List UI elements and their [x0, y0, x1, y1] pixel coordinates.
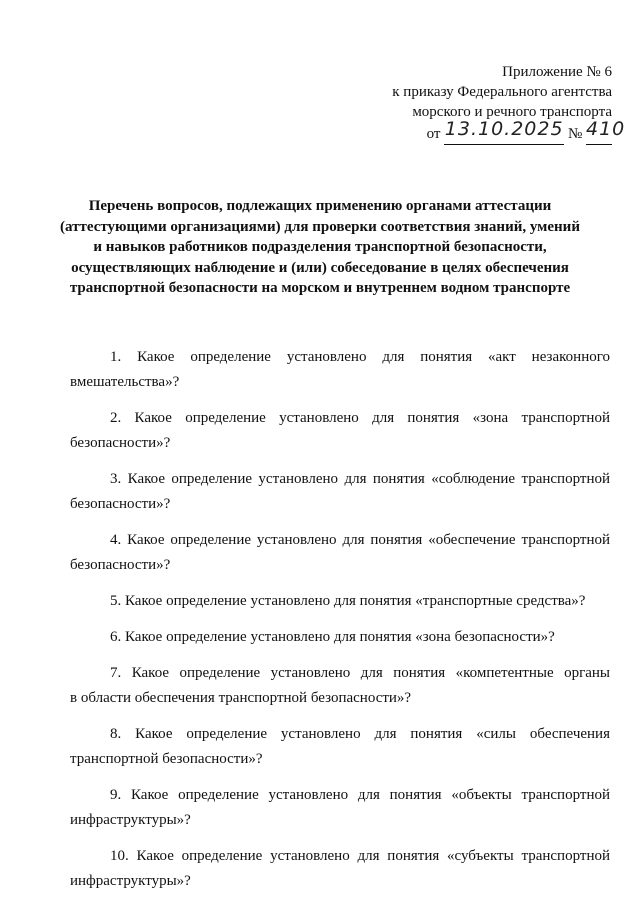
question-text-cont: транспортной безопасности»?	[70, 751, 263, 767]
date-from-label: от	[426, 126, 441, 142]
question-text: 6. Какое определение установлено для понятия «зона безопасности»?	[110, 629, 555, 645]
annex-agency: морского и речного транспорта	[412, 104, 612, 120]
question-text: 10. Какое определение установлено для понятия «субъекты транспортной	[110, 848, 610, 864]
handwritten-number: 410	[586, 118, 626, 140]
question-text-cont: в области обеспечения транспортной безопасности»?	[70, 690, 412, 706]
question-item	[70, 467, 610, 517]
question-text-cont: инфраструктуры»?	[70, 812, 191, 828]
question-item	[70, 528, 610, 578]
annex-header	[282, 62, 626, 145]
question-text-cont: безопасности»?	[70, 496, 171, 512]
question-text-cont: инфраструктуры»?	[70, 873, 191, 889]
question-text: 1. Какое определение установлено для понятия «акт незаконного	[110, 349, 610, 365]
question-item	[70, 345, 610, 395]
question-text: 8. Какое определение установлено для понятия «силы обеспечения	[110, 726, 610, 742]
question-item	[70, 406, 610, 456]
title-line: осуществляющих наблюдение и (или) собеседование в целях обеспечения	[71, 259, 569, 276]
title-line: (аттестующими организациями) для проверки соответствия знаний, умений	[60, 218, 580, 235]
question-text-cont: вмешательства»?	[70, 374, 180, 390]
question-text: 5. Какое определение установлено для понятия «транспортные средства»?	[110, 593, 586, 609]
title-line: Перечень вопросов, подлежащих применению органами аттестации	[88, 198, 552, 214]
question-text: 2. Какое определение установлено для понятия «зона транспортной	[110, 410, 610, 426]
title-line: транспортной безопасности на морском и внутреннем водном транспорте	[69, 280, 571, 296]
handwritten-date: 13.10.2025	[444, 118, 564, 140]
question-item	[70, 722, 610, 772]
question-item	[70, 783, 610, 833]
question-list	[70, 345, 610, 905]
annex-date-number-line	[282, 118, 626, 145]
question-text: 4. Какое определение установлено для понятия «обеспечение транспортной	[110, 532, 610, 548]
question-item	[70, 844, 610, 894]
annex-number: Приложение № 6	[502, 64, 612, 80]
question-text: 3. Какое определение установлено для понятия «соблюдение транспортной	[110, 471, 610, 487]
annex-order-ref: к приказу Федерального агентства	[392, 84, 612, 100]
number-label: №	[567, 126, 583, 142]
question-item	[70, 661, 610, 711]
question-text: 7. Какое определение установлено для понятия «компетентные органы	[110, 665, 610, 681]
question-text: 9. Какое определение установлено для понятия «объекты транспортной	[110, 787, 610, 803]
title-line: и навыков работников подразделения транспортной безопасности,	[93, 239, 547, 255]
number-blank	[586, 118, 626, 145]
date-blank	[444, 118, 564, 145]
question-text-cont: безопасности»?	[70, 557, 171, 573]
question-text-cont: безопасности»?	[70, 435, 171, 451]
question-item	[70, 625, 610, 650]
question-item	[70, 589, 610, 614]
document-title	[60, 196, 580, 299]
